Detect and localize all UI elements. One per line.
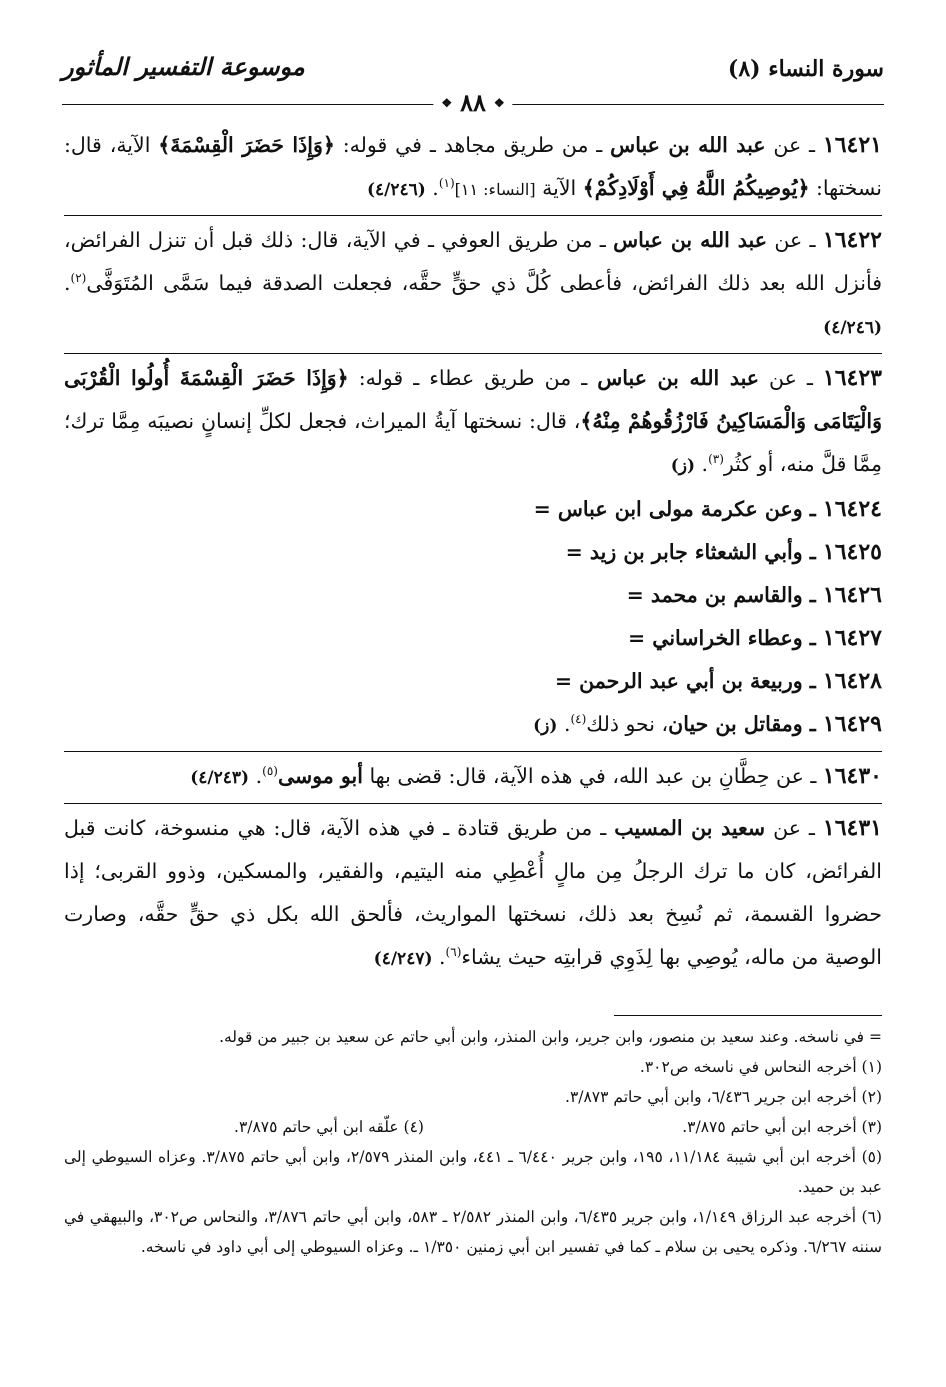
narration-number: ١٦٤٢٨ — [822, 668, 882, 694]
cross-reference: (٤/٢٤٧) — [373, 949, 433, 969]
footnotes — [64, 1022, 882, 1262]
narrator-name: أبو موسى — [277, 764, 363, 788]
narration-16426 — [64, 574, 882, 617]
narration-number: ١٦٤٢٦ — [822, 582, 882, 608]
text: ـ عن حِطَّانِ بن عبد الله، في هذه الآية، قال: قضى بها — [362, 764, 823, 788]
text: . — [695, 452, 709, 476]
narration-number: ١٦٤٢٤ — [822, 496, 882, 522]
surah-title-with-volume — [728, 56, 884, 82]
text: الآية، قال: نسختها: — [64, 133, 882, 200]
cross-reference: (٤/٢٤٣) — [190, 768, 250, 788]
narration-number: ١٦٤٢٧ — [822, 625, 882, 651]
text: ـ عن — [765, 133, 823, 157]
footnote-marker: (٢) — [70, 271, 87, 286]
text: ـ عن — [766, 228, 823, 252]
entry-separator — [64, 803, 882, 804]
ornament-icon: ❖ — [493, 95, 505, 110]
narration-16429 — [64, 703, 882, 748]
entry-separator — [64, 751, 882, 752]
cross-reference: (٤/٢٤٦) — [823, 318, 882, 338]
footnote-6: (٦) أخرجه عبد الرزاق ١/١٤٩، وابن جرير ٦/٤٣٥، وابن المنذر ٢/٥٨٢ ـ ٥٨٣، وابن أبي حاتم ٣/٨٧٦، والنحاس ص٣٠٢، والبيهقي في سننه ٦/٢٦٧. وذكره يحيى بن سلام ـ كما في تفسير ابن أبي زمنين ١/٣٥٠ ـ. وعزاه السيوطي إلى أبي داود في ناسخه. — [64, 1208, 882, 1256]
narration-number: ١٦٤٣٠ — [822, 763, 882, 789]
footnote-5: (٥) أخرجه ابن أبي شيبة ١١/١٨٤، ١٩٥، وابن جرير ٦/٤٤٠ ـ ٤٤١، وابن المنذر ٢/٥٧٩، وابن أبي حاتم ٣/٨٧٥. وعزاه السيوطي إلى عبد بن حميد. — [64, 1148, 883, 1196]
narration-16431 — [64, 807, 882, 981]
narration-16423 — [64, 357, 882, 488]
entry-separator — [64, 215, 882, 216]
quran-verse: ﴿وَإِذَا حَضَرَ الْقِسْمَةَ﴾ — [158, 133, 335, 157]
page-number: ٨٨ — [460, 88, 486, 117]
footnote-2: (٢) أخرجه ابن جرير ٦/٤٣٦، وابن أبي حاتم ٣/٨٧٣. — [565, 1088, 882, 1106]
narrator-name: عبد الله بن عباس — [597, 366, 760, 390]
text: . — [64, 271, 71, 295]
cross-reference: (٤/٢٤٦) — [366, 180, 426, 200]
ornament-icon: ❖ — [441, 95, 453, 110]
narration-number: ١٦٤٢٢ — [822, 227, 882, 253]
text: ـ من طريق عطاء ـ قوله: — [348, 366, 598, 390]
narration-number: ١٦٤٢٥ — [822, 539, 882, 565]
narrator-name: عبد الله بن عباس — [613, 228, 767, 252]
narrator-name: ـ وعطاء الخراساني = — [627, 626, 823, 650]
narration-16430 — [64, 755, 882, 800]
footnote-4: (٤) علّقه ابن أبي حاتم ٣/٨٧٥. — [234, 1118, 424, 1136]
narration-16428 — [64, 660, 882, 703]
narrator-name: ـ وربيعة بن أبي عبد الرحمن = — [554, 669, 823, 693]
footnote-marker: (٥) — [262, 764, 278, 779]
text: ، قال: نسختها آيةُ الميراث، فجعل لكلِّ إنسانٍ نصيبَه مِمَّا ترك؛ مِمَّا قلَّ منه، أو كثُر — [64, 409, 882, 476]
text: ـ من طريق مجاهد ـ في قوله: — [334, 133, 611, 157]
footnote-1: (١) أخرجه النحاس في ناسخه ص٣٠٢. — [639, 1058, 882, 1076]
narration-16424 — [64, 488, 882, 531]
text: ـ من طريق قتادة ـ في هذه الآية، قال: هي منسوخة، كانت قبل الفرائض، كان ما ترك الرجلُ مِن مالٍ أُعْطِي منه اليتيم، والفقير، والمسكين، وذوو القربى؛ إذا حضروا القسمة، ثم نُسِخ بعد ذلك، نسختها المواريث، فألحق الله بكل ذي حقٍّ حقَّه، وصارت الوصية من ماله، يُوصِي بها لِذَوِي قرابتِه حيث يشاء — [64, 816, 882, 969]
narrator-name: ـ والقاسم بن محمد = — [626, 583, 823, 607]
surah-title: سورة النساء — [768, 56, 884, 82]
narration-16421 — [64, 124, 882, 212]
narration-16427 — [64, 617, 882, 660]
page-header — [62, 48, 884, 120]
footnote-marker: (٤) — [570, 712, 587, 727]
text: . — [557, 712, 571, 736]
text: . — [425, 176, 439, 200]
footnote-marker: (٦) — [445, 945, 462, 960]
footnote-marker: (٣) — [708, 452, 724, 467]
volume-number: (٨) — [727, 56, 761, 82]
narrator-name: ـ وأبي الشعثاء جابر بن زيد = — [565, 540, 823, 564]
footnote-marker: (١) — [438, 176, 455, 191]
text: الآية — [535, 176, 583, 200]
footnote-row — [64, 1112, 882, 1142]
narrator-name: سعيد بن المسيب — [614, 816, 766, 840]
narration-16422 — [64, 219, 882, 350]
narrator-name: عبد الله بن عباس — [610, 133, 766, 157]
cross-reference: (ز) — [533, 716, 558, 736]
page-number-box — [433, 88, 512, 117]
quran-verse: ﴿يُوصِيكُمُ اللَّهُ فِي أَوْلَادِكُمْ﴾ — [582, 176, 810, 200]
text: . — [249, 764, 263, 788]
main-text — [64, 124, 882, 981]
ayah-reference: [النساء: ١١] — [454, 180, 536, 199]
narration-number: ١٦٤٣١ — [822, 815, 882, 841]
quran-verse: ﴿وَإِذَا حَضَرَ الْقِسْمَةَ أُولُوا الْقُرْبَى وَالْيَتَامَى وَالْمَسَاكِينُ فَارْزُقُوهُمْ مِنْهُ﴾ — [64, 366, 882, 433]
narration-number: ١٦٤٢١ — [822, 132, 882, 158]
text: ـ عن — [759, 366, 823, 390]
text: ـ عن — [765, 816, 823, 840]
text: . — [432, 945, 446, 969]
entry-separator — [64, 353, 882, 354]
text: ـ من طريق العوفي ـ في الآية، قال: ذلك قبل أن تنزل الفرائض، فأنزل الله بعد ذلك الفرائض، فأعطى كُلَّ ذي حقٍّ حقَّه، فجعلت الصدقة فيما سَمَّى المُتَوَفَّى — [64, 228, 882, 295]
narrator-name: ـ ومقاتل بن حيان — [668, 712, 823, 736]
footnote-rule — [614, 1015, 882, 1016]
cross-reference: (ز) — [670, 456, 696, 476]
narration-16425 — [64, 531, 882, 574]
narration-number: ١٦٤٢٩ — [822, 711, 882, 737]
narrator-name: ـ وعن عكرمة مولى ابن عباس = — [533, 497, 823, 521]
footnote-continuation: = في ناسخه. وعند سعيد بن منصور، وابن جرير، وابن المنذر، وابن أبي حاتم عن سعيد بن جبير من قوله. — [219, 1028, 882, 1046]
narration-number: ١٦٤٢٣ — [822, 365, 882, 391]
book-title: موسوعة التفسير المأثور — [62, 52, 305, 81]
footnote-3: (٣) أخرجه ابن أبي حاتم ٣/٨٧٥. — [682, 1118, 882, 1136]
text: ، نحو ذلك — [586, 712, 669, 736]
